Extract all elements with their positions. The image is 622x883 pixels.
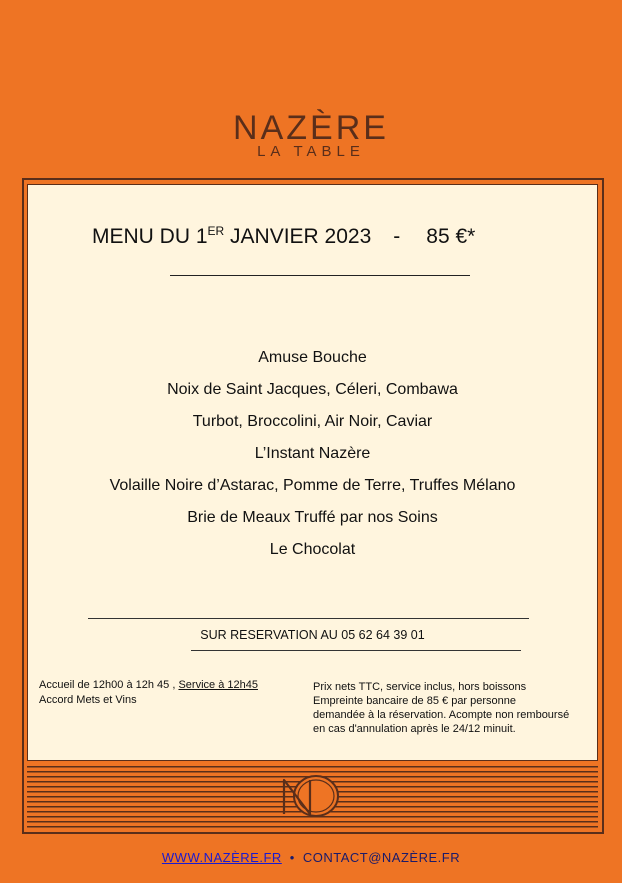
brand-header <box>0 108 622 160</box>
brand-name: NAZÈRE <box>233 109 389 147</box>
monogram-logo-icon <box>270 766 350 829</box>
wine-pairing: Accord Mets et Vins <box>39 694 137 706</box>
menu-title-separator: - <box>393 225 401 248</box>
contact-email[interactable]: CONTACT@NAZÈRE.FR <box>302 850 461 865</box>
course-item: Le Chocolat <box>269 541 356 558</box>
footer-separator: • <box>289 850 295 865</box>
menu-title-sup: ER <box>207 224 225 238</box>
course-item: Noix de Saint Jacques, Céleri, Combawa <box>167 381 458 398</box>
menu-title-rest: JANVIER 2023 <box>224 225 372 248</box>
course-item: L’Instant Nazère <box>254 445 371 462</box>
menu-price: 85 €* <box>426 225 476 248</box>
reservation-line: SUR RESERVATION AU 05 62 64 39 01 <box>200 628 425 642</box>
service-time: Service à 12h45 <box>178 679 258 691</box>
course-item: Volaille Noire d’Astarac, Pomme de Terre, Truffes Mélano <box>109 477 516 494</box>
brand-subtitle: LA TABLE <box>257 143 365 160</box>
title-divider <box>170 275 470 276</box>
menu-title-prefix: MENU DU 1 <box>92 225 208 248</box>
pricing-terms: Prix nets TTC, service inclus, hors boissons Empreinte bancaire de 85 € par personne demandée à la réservation. Acompte non remboursé en cas d'annulation après le 24/12 minuit. <box>313 681 570 735</box>
course-item: Turbot, Broccolini, Air Noir, Caviar <box>192 413 433 430</box>
menu-title <box>92 224 475 249</box>
course-item: Amuse Bouche <box>258 349 367 366</box>
welcome-hours: Accueil de 12h00 à 12h 45 , <box>39 679 179 691</box>
footer <box>0 850 622 865</box>
divider-lower <box>191 650 521 651</box>
website-link[interactable]: WWW.NAZÈRE.FR <box>161 850 282 865</box>
course-list <box>27 342 598 566</box>
divider-upper <box>88 618 529 619</box>
course-item: Brie de Meaux Truffé par nos Soins <box>187 509 438 526</box>
service-info <box>39 678 258 708</box>
